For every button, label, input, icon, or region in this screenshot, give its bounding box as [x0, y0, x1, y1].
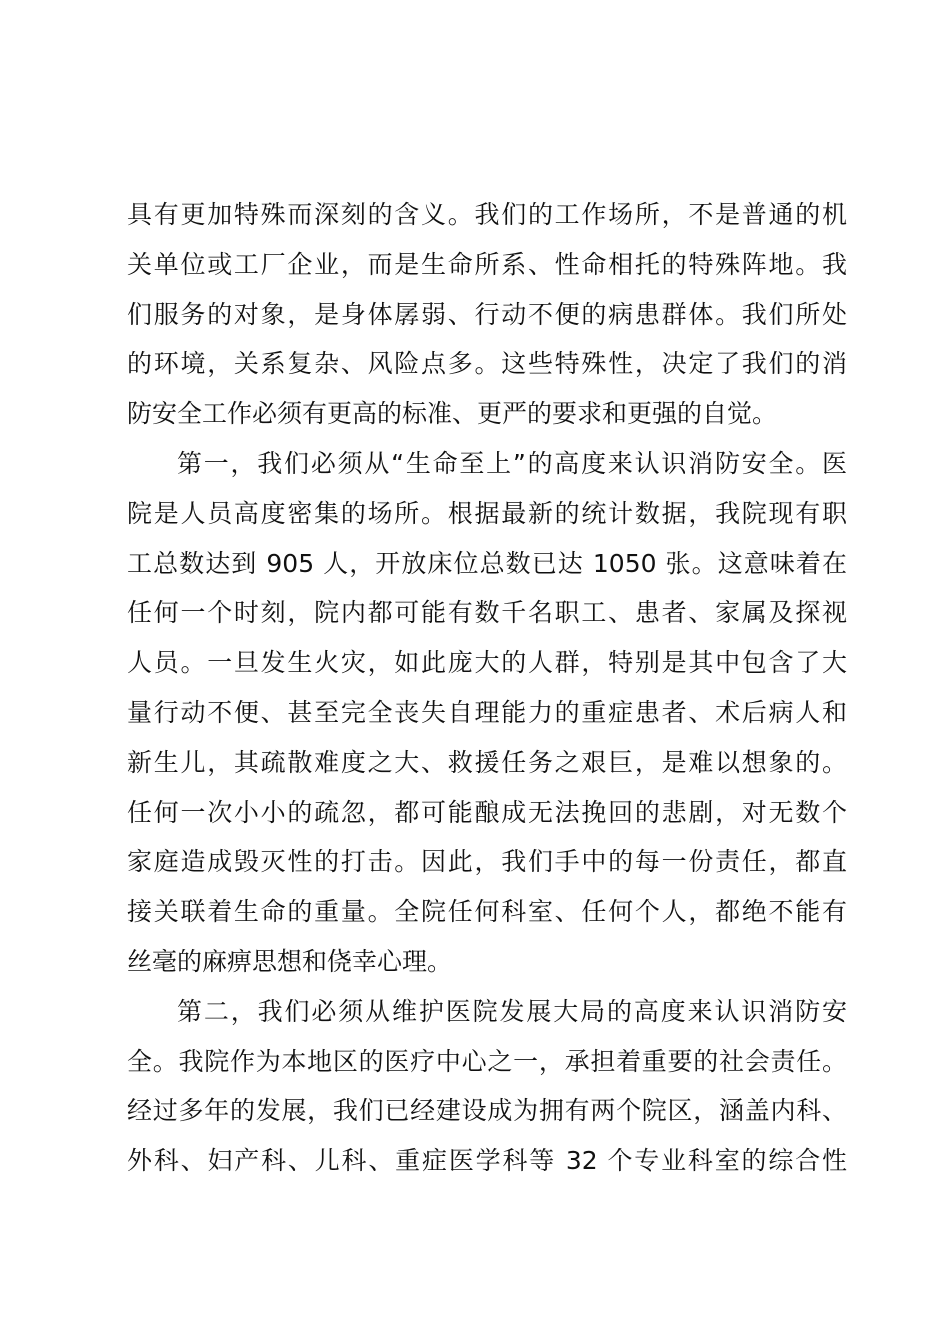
text-line: 量行动不便、甚至完全丧失自理能力的重症患者、术后病人和 [127, 697, 847, 727]
text-line: 家庭造成毁灭性的打击。因此，我们手中的每一份责任，都直 [127, 847, 847, 877]
text-line: 人员。一旦发生火灾，如此庞大的人群，特别是其中包含了大 [127, 648, 847, 678]
text-line: 外科、妇产科、儿科、重症医学科等 32 个专业科室的综合性 [127, 1146, 847, 1176]
text-line: 任何一次小小的疏忽，都可能酿成无法挽回的悲剧，对无数个 [127, 797, 847, 827]
document-body [127, 190, 847, 1186]
text-line: 工总数达到 905 人，开放床位总数已达 1050 张。这意味着在 [127, 548, 847, 578]
text-line: 经过多年的发展，我们已经建设成为拥有两个院区，涵盖内科、 [127, 1096, 847, 1126]
text-line: 的环境，关系复杂、风险点多。这些特殊性，决定了我们的消 [127, 349, 847, 379]
text-line: 任何一个时刻，院内都可能有数千名职工、患者、家属及探视 [127, 598, 847, 628]
text-line: 全。我院作为本地区的医疗中心之一，承担着重要的社会责任。 [127, 1046, 847, 1076]
text-line: 接关联着生命的重量。全院任何科室、任何个人，都绝不能有 [127, 897, 847, 927]
text-line: 院是人员高度密集的场所。根据最新的统计数据，我院现有职 [127, 498, 847, 528]
text-line: 第一，我们必须从“生命至上”的高度来认识消防安全。医 [177, 448, 847, 478]
text-line: 新生儿，其疏散难度之大、救援任务之艰巨，是难以想象的。 [127, 747, 847, 777]
text-line: 防安全工作必须有更高的标准、更严的要求和更强的自觉。 [127, 399, 778, 429]
text-line: 丝毫的麻痹思想和侥幸心理。 [127, 946, 453, 976]
text-line: 具有更加特殊而深刻的含义。我们的工作场所，不是普通的机 [127, 200, 847, 229]
text-line: 关单位或工厂企业，而是生命所系、性命相托的特殊阵地。我 [127, 249, 847, 279]
text-line: 第二，我们必须从维护医院发展大局的高度来认识消防安 [177, 996, 847, 1026]
text-line: 们服务的对象，是身体孱弱、行动不便的病患群体。我们所处 [127, 299, 847, 329]
